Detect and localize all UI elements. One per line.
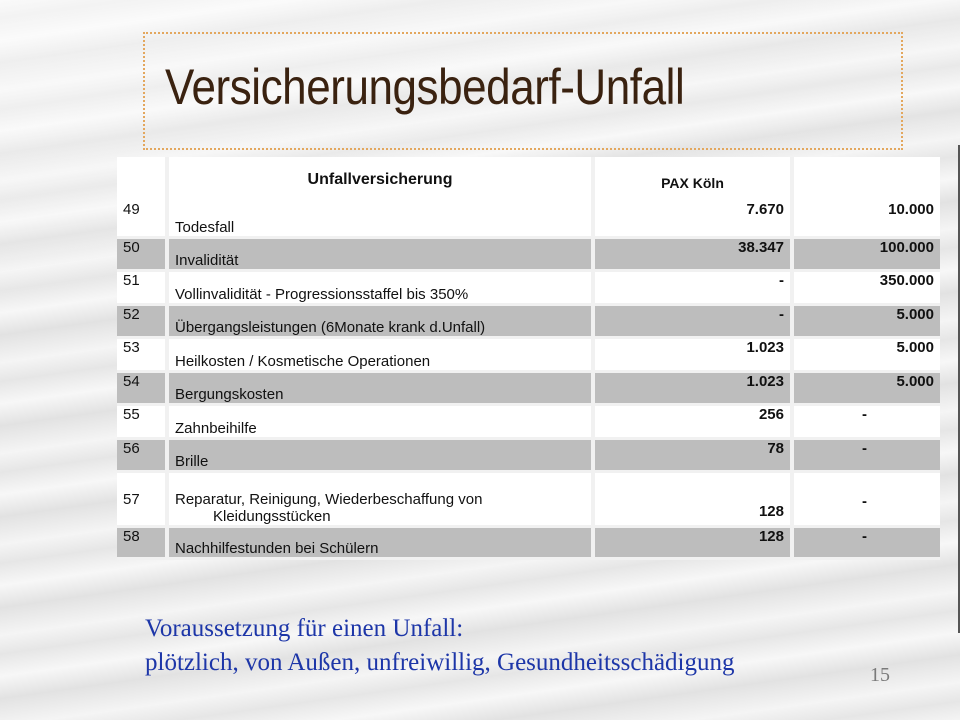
- table-row: [117, 304, 940, 337]
- row-pax-value: 256: [593, 404, 792, 438]
- table-row: [117, 237, 940, 270]
- table-header-row: [117, 157, 940, 201]
- slide-title: Versicherungsbedarf-Unfall: [165, 59, 685, 115]
- row-number: 52: [117, 304, 167, 337]
- row-description: Vollinvalidität - Progressionsstaffel bis 350%: [167, 270, 593, 304]
- header-value: [792, 157, 940, 201]
- header-description: Unfallversicherung: [167, 157, 593, 201]
- row-number: 55: [117, 404, 167, 438]
- row-number: 51: [117, 270, 167, 304]
- row-amount: 5.000: [792, 337, 940, 371]
- table-row: [117, 371, 940, 404]
- row-number: 58: [117, 526, 167, 558]
- row-description: Übergangsleistungen (6Monate krank d.Unfall): [167, 304, 593, 337]
- row-number: 57: [117, 471, 167, 526]
- table-row: [117, 404, 940, 438]
- row-amount: 350.000: [792, 270, 940, 304]
- row-pax-value: 128: [593, 526, 792, 558]
- row-description: Bergungskosten: [167, 371, 593, 404]
- row-pax-value: -: [593, 270, 792, 304]
- row-amount: -: [792, 471, 940, 526]
- page-number: 15: [870, 664, 890, 686]
- row-number: 56: [117, 438, 167, 471]
- row-amount: 10.000: [792, 201, 940, 237]
- header-pax: PAX Köln: [593, 157, 792, 201]
- row-description: Zahnbeihilfe: [167, 404, 593, 438]
- row-amount: -: [792, 438, 940, 471]
- row-pax-value: -: [593, 304, 792, 337]
- table-row: [117, 337, 940, 371]
- row-number: 49: [117, 201, 167, 237]
- footer-line-1: Voraussetzung für einen Unfall:: [145, 615, 464, 642]
- header-no: [117, 157, 167, 201]
- row-number: 53: [117, 337, 167, 371]
- row-amount: -: [792, 404, 940, 438]
- row-pax-value: 128: [593, 471, 792, 526]
- row-amount: -: [792, 526, 940, 558]
- row-pax-value: 38.347: [593, 237, 792, 270]
- row-amount: 100.000: [792, 237, 940, 270]
- row-description: Todesfall: [167, 201, 593, 237]
- row-pax-value: 7.670: [593, 201, 792, 237]
- row-pax-value: 1.023: [593, 337, 792, 371]
- table-row: [117, 270, 940, 304]
- row-number: 54: [117, 371, 167, 404]
- row-description: Brille: [167, 438, 593, 471]
- row-description: [167, 471, 593, 526]
- row-description: Nachhilfestunden bei Schülern: [167, 526, 593, 558]
- row-pax-value: 78: [593, 438, 792, 471]
- footer-note: [145, 612, 735, 680]
- table-row: [117, 201, 940, 237]
- row-amount: 5.000: [792, 304, 940, 337]
- table-row: [117, 526, 940, 558]
- row-pax-value: 1.023: [593, 371, 792, 404]
- table-row: [117, 438, 940, 471]
- accident-insurance-table: [117, 157, 940, 560]
- row-description: Heilkosten / Kosmetische Operationen: [167, 337, 593, 371]
- row-description-line1: Reparatur, Reinigung, Wiederbeschaffung von: [175, 490, 483, 508]
- row-description: Invalidität: [167, 237, 593, 270]
- row-amount: 5.000: [792, 371, 940, 404]
- row-description-line2: Kleidungsstücken: [213, 507, 331, 525]
- footer-line-2: plötzlich, von Außen, unfreiwillig, Gesundheitsschädigung: [145, 649, 735, 676]
- row-number: 50: [117, 237, 167, 270]
- table-row: [117, 471, 940, 526]
